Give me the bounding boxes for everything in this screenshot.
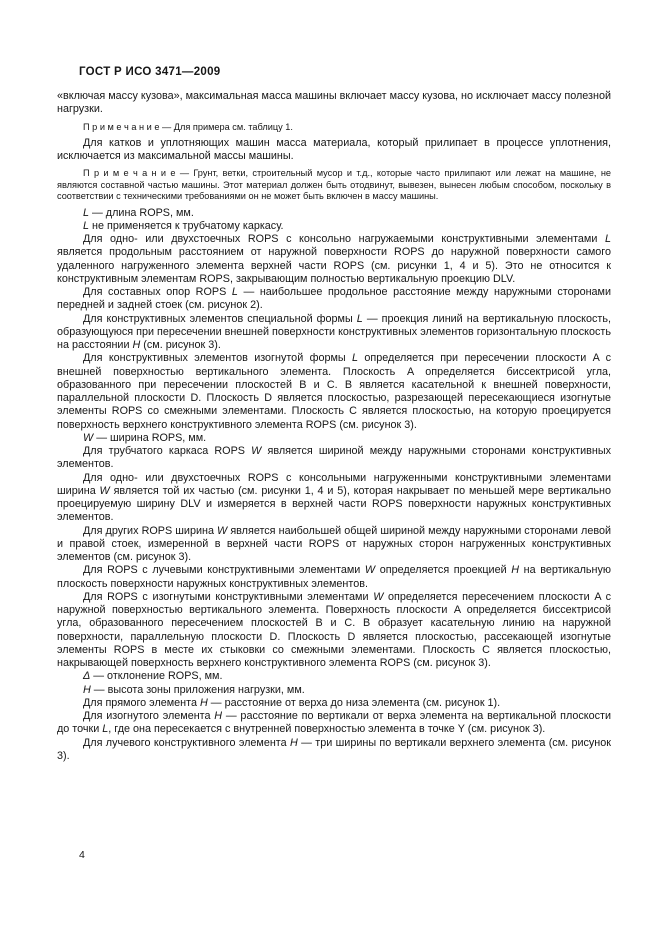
body-paragraph — [57, 710, 611, 737]
variable-symbol: H — [511, 564, 520, 577]
text-run: определяется пересечением плоскости A с наружной поверхностью вертикального элемента. Поверхность плоскости A определяется биссектрисой угла, образованного пересечением плоскостей B и C. B образует касательную линию на наружной поверхности, параллельную плоскости D. Плоскость D является плоскостью, рассекающей изогнутые элементы ROPS в месте их стыковки со смежными элементами. Плоскость C является плоскостью, накрывающей поверхность верхнего конструктивного элемента ROPS (см. рисунок 3). — [57, 590, 611, 670]
variable-symbol: L — [83, 206, 90, 219]
variable-symbol: H — [132, 339, 141, 352]
body-paragraph — [57, 137, 611, 164]
body-paragraph — [57, 220, 611, 233]
body-paragraph — [57, 564, 611, 591]
text-run: П р и м е ч а н и е — Грунт, ветки, строительный мусор и т.д., которые часто прилипают или лежат на машине, не являются составной частью машины. Этот материал должен быть отодвинут, вывезен, вынесен любым способом, поскольку в соответствии с техническими требованиями он не может быть включен в массу машины. — [57, 168, 611, 202]
text-run: является продольным расстоянием от наружной поверхности ROPS до наружной поверхности самого удаленного нагруженного элемента верхней части ROPS (см. рисунки 1, 4 и 5). Это не относится к конструктивным элементам ROPS, закрывающим полностью вертикальную проекцию DLV. — [57, 246, 611, 285]
text-run: является наибольшей общей шириной между наружными сторонами левой и правой стоек, измеренной в верхней части ROPS от наружных сторон нагруженных конструктивных элементов (см. рисунок 3). — [57, 524, 612, 564]
body-paragraph — [57, 684, 611, 697]
body-paragraph — [57, 207, 611, 220]
body-paragraph — [57, 525, 611, 565]
body-paragraph — [57, 697, 611, 710]
text-run: на вертикальную плоскость поверхности наружных конструктивных элементов. — [57, 564, 611, 590]
variable-symbol: L — [102, 723, 109, 736]
variable-symbol: H — [289, 736, 298, 749]
text-run: Для прямого элемента — [83, 696, 200, 709]
page-number: 4 — [79, 849, 85, 861]
text-run: — расстояние по вертикали от верха элемента на вертикальной плоскости до точки — [57, 710, 612, 736]
text-run: — длина ROPS, мм. — [89, 206, 194, 219]
document-body — [57, 90, 611, 763]
variable-symbol: H — [199, 696, 208, 709]
body-paragraph — [57, 233, 611, 286]
body-paragraph — [57, 432, 611, 445]
text-run: является шириной между наружными сторонами конструктивных элементов. — [57, 445, 611, 471]
note-paragraph — [57, 168, 611, 202]
variable-symbol: L — [356, 312, 363, 325]
text-run: «включая массу кузова», максимальная масса машины включает массу кузова, но исключает массу полезной нагрузки. — [57, 90, 611, 116]
text-run: определяется при пересечении плоскости A с внешней поверхностью вертикального элемента. Плоскость A определяется биссектрисой угла, образованного при пересечении плоскостей B и C. B является касательной к внешней поверхности, параллельной плоскости D. Плоскость D является плоскостью, разрезающей пересекающиеся изогнутые элементы ROPS со смежными элементами. Плоскость C является плоскостью, на которую проецируется поверхность верхнего конструктивного элемента ROPS (см. рисунок 3). — [57, 352, 611, 431]
text-run: определяется проекцией — [375, 564, 512, 577]
text-run: Для одно- или двухстоечных ROPS с консольно нагружаемыми конструктивными элементами — [83, 233, 605, 246]
text-run: Для лучевого конструктивного элемента — [83, 736, 290, 749]
variable-symbol: H — [83, 683, 91, 696]
text-run: — наибольшее продольное расстояние между наружными сторонами передней и задней стоек (см. рисунок 2). — [57, 286, 611, 312]
text-run: , где она пересекается с внутренней поверхностью элемента в точке Y (см. рисунок 3). — [108, 723, 546, 736]
text-run: Для ROPS с лучевыми конструктивными элементами — [83, 564, 365, 577]
body-paragraph — [57, 352, 611, 432]
text-run: не применяется к трубчатому каркасу. — [89, 219, 284, 232]
body-paragraph — [57, 591, 611, 671]
text-run: Для катков и уплотняющих машин масса материала, который прилипает в процессе уплотнения, исключается из максимальной массы машины. — [57, 136, 611, 163]
body-paragraph — [57, 472, 611, 525]
variable-symbol: W — [99, 484, 110, 497]
text-run: — высота зоны приложения нагрузки, мм. — [90, 683, 305, 696]
text-run: — ширина ROPS, мм. — [93, 431, 207, 444]
text-run: Для конструктивных элементов изогнутой формы — [83, 352, 353, 365]
body-paragraph — [57, 313, 611, 353]
variable-symbol: L — [83, 219, 90, 232]
variable-symbol: L — [352, 352, 359, 365]
text-run: Для составных опор ROPS — [83, 286, 232, 299]
text-run: Для одно- или двухстоечных ROPS с консольными нагруженными конструктивными элементами ширина — [57, 471, 611, 497]
variable-symbol: W — [251, 445, 262, 458]
text-run: — проекция линий на вертикальную плоскость, образующуюся при пересечении внешней поверхности конструктивных элементов горизонтальную плоскость на расстоянии — [57, 312, 612, 352]
variable-symbol: W — [217, 524, 228, 537]
variable-symbol: W — [373, 590, 384, 603]
text-run: Для других ROPS ширина — [83, 524, 218, 537]
variable-symbol: Δ — [83, 670, 91, 683]
text-run: Для конструктивных элементов специальной формы — [83, 312, 357, 325]
note-paragraph — [57, 122, 611, 133]
text-run: — расстояние от верха до низа элемента (см. рисунок 1). — [207, 696, 501, 709]
body-paragraph — [57, 286, 611, 313]
variable-symbol: W — [364, 564, 376, 577]
body-paragraph — [57, 670, 611, 683]
text-run: (см. рисунок 3). — [140, 339, 221, 352]
text-run: — отклонение ROPS, мм. — [90, 670, 223, 683]
text-run: Для изогнутого элемента — [83, 710, 215, 723]
body-paragraph — [57, 90, 611, 117]
variable-symbol: L — [604, 233, 611, 246]
variable-symbol: H — [214, 710, 223, 723]
text-run: Для ROPS с изогнутыми конструктивными элементами — [83, 590, 374, 603]
text-run: П р и м е ч а н и е — Для примера см. таблицу 1. — [83, 121, 293, 132]
text-run: — три ширины по вертикали верхнего элемента (см. рисунок 3). — [57, 736, 612, 762]
text-run: является той их частью (см. рисунки 1, 4 и 5), которая накрывает по меньшей мере вертикально проецируемую ширину DLV и измеряется в верхней части ROPS поверхности наружных конструктивных элементов. — [57, 484, 611, 524]
body-paragraph — [57, 737, 611, 764]
body-paragraph — [57, 445, 611, 472]
text-run: Для трубчатого каркаса ROPS — [83, 445, 252, 458]
running-header-title: ГОСТ Р ИСО 3471—2009 — [79, 66, 221, 78]
variable-symbol: W — [83, 431, 94, 444]
variable-symbol: L — [231, 286, 238, 299]
